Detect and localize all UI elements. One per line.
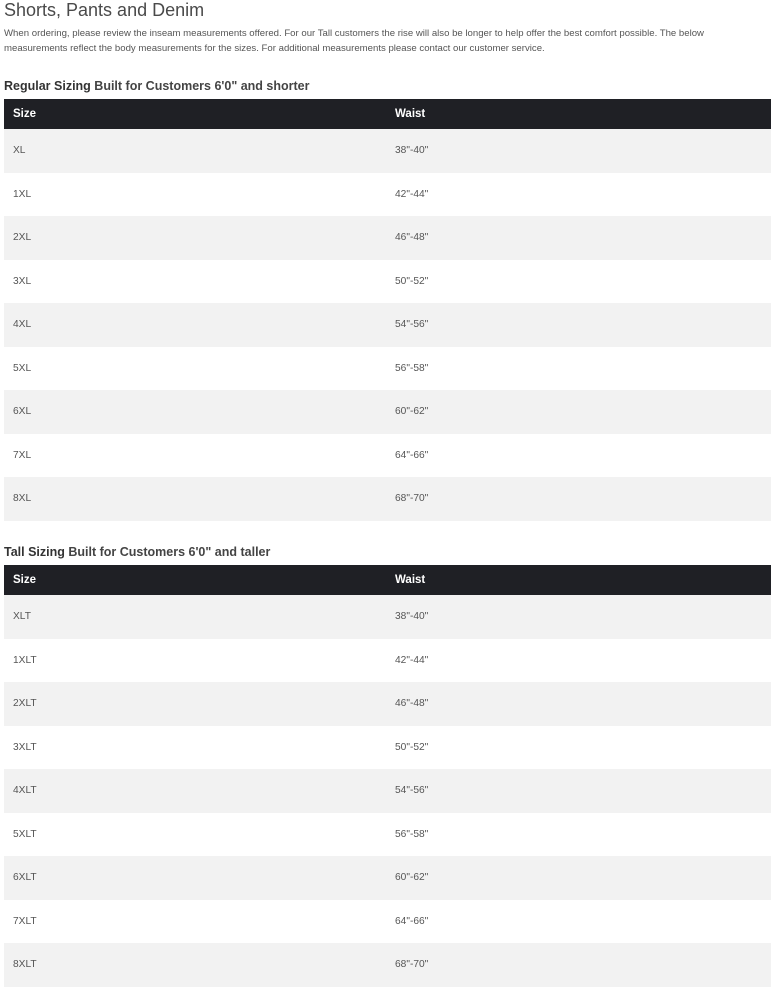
tall-size-table — [4, 565, 771, 987]
size-cell: 8XLT — [4, 943, 395, 987]
waist-cell: 68"-70" — [395, 477, 771, 521]
intro-text: When ordering, please review the inseam measurements offered. For our Tall customers the rise will also be longer to help offer the best comfort possible. The below measurements reflect the body measurements for the sizes. For additional measurements please contact our customer service. — [4, 28, 704, 54]
size-cell: 3XLT — [4, 726, 395, 770]
size-cell: 3XL — [4, 260, 395, 304]
waist-cell: 42"-44" — [395, 639, 771, 683]
regular-sizing-heading-bold: Regular Sizing — [4, 79, 91, 93]
waist-cell: 60"-62" — [395, 390, 771, 434]
waist-cell: 54"-56" — [395, 303, 771, 347]
regular-sizing-heading — [4, 78, 310, 94]
size-cell: 6XLT — [4, 856, 395, 900]
size-cell: 2XLT — [4, 682, 395, 726]
size-cell: XL — [4, 129, 395, 173]
table-row — [4, 303, 771, 347]
waist-cell: 46"-48" — [395, 216, 771, 260]
tall-size-table-body — [4, 595, 771, 987]
waist-cell: 46"-48" — [395, 682, 771, 726]
size-cell: 8XL — [4, 477, 395, 521]
table-row — [4, 434, 771, 478]
size-cell: 1XL — [4, 173, 395, 217]
regular-sizing-heading-text: Built for Customers 6'0" and shorter — [90, 79, 310, 93]
table-row — [4, 769, 771, 813]
table-row — [4, 216, 771, 260]
table-row — [4, 943, 771, 987]
tall-sizing-heading — [4, 544, 270, 560]
size-cell: 5XL — [4, 347, 395, 391]
size-cell: 6XL — [4, 390, 395, 434]
waist-cell: 56"-58" — [395, 347, 771, 391]
size-column-header: Size — [4, 99, 395, 129]
table-row — [4, 173, 771, 217]
regular-size-table-body — [4, 129, 771, 521]
table-header-row — [4, 565, 771, 595]
waist-cell: 68"-70" — [395, 943, 771, 987]
size-cell: XLT — [4, 595, 395, 639]
waist-cell: 56"-58" — [395, 813, 771, 857]
waist-cell: 64"-66" — [395, 434, 771, 478]
waist-cell: 50"-52" — [395, 726, 771, 770]
size-column-header: Size — [4, 565, 395, 595]
table-row — [4, 595, 771, 639]
waist-column-header: Waist — [395, 99, 771, 129]
size-cell: 4XLT — [4, 769, 395, 813]
table-row — [4, 347, 771, 391]
table-row — [4, 639, 771, 683]
table-row — [4, 856, 771, 900]
size-cell: 4XL — [4, 303, 395, 347]
size-cell: 7XLT — [4, 900, 395, 944]
table-row — [4, 260, 771, 304]
tall-sizing-heading-bold: Tall Sizing — [4, 545, 65, 559]
size-cell: 5XLT — [4, 813, 395, 857]
waist-cell: 42"-44" — [395, 173, 771, 217]
waist-cell: 38"-40" — [395, 129, 771, 173]
waist-cell: 64"-66" — [395, 900, 771, 944]
waist-cell: 50"-52" — [395, 260, 771, 304]
page-title: Shorts, Pants and Denim — [4, 0, 205, 20]
waist-cell: 60"-62" — [395, 856, 771, 900]
table-row — [4, 129, 771, 173]
tall-sizing-heading-text: Built for Customers 6'0" and taller — [64, 545, 271, 559]
table-row — [4, 477, 771, 521]
size-cell: 1XLT — [4, 639, 395, 683]
waist-column-header: Waist — [395, 565, 771, 595]
size-cell: 2XL — [4, 216, 395, 260]
table-row — [4, 682, 771, 726]
waist-cell: 54"-56" — [395, 769, 771, 813]
waist-cell: 38"-40" — [395, 595, 771, 639]
size-cell: 7XL — [4, 434, 395, 478]
table-row — [4, 390, 771, 434]
table-row — [4, 813, 771, 857]
table-row — [4, 726, 771, 770]
table-header-row — [4, 99, 771, 129]
regular-size-table — [4, 99, 771, 521]
table-row — [4, 900, 771, 944]
